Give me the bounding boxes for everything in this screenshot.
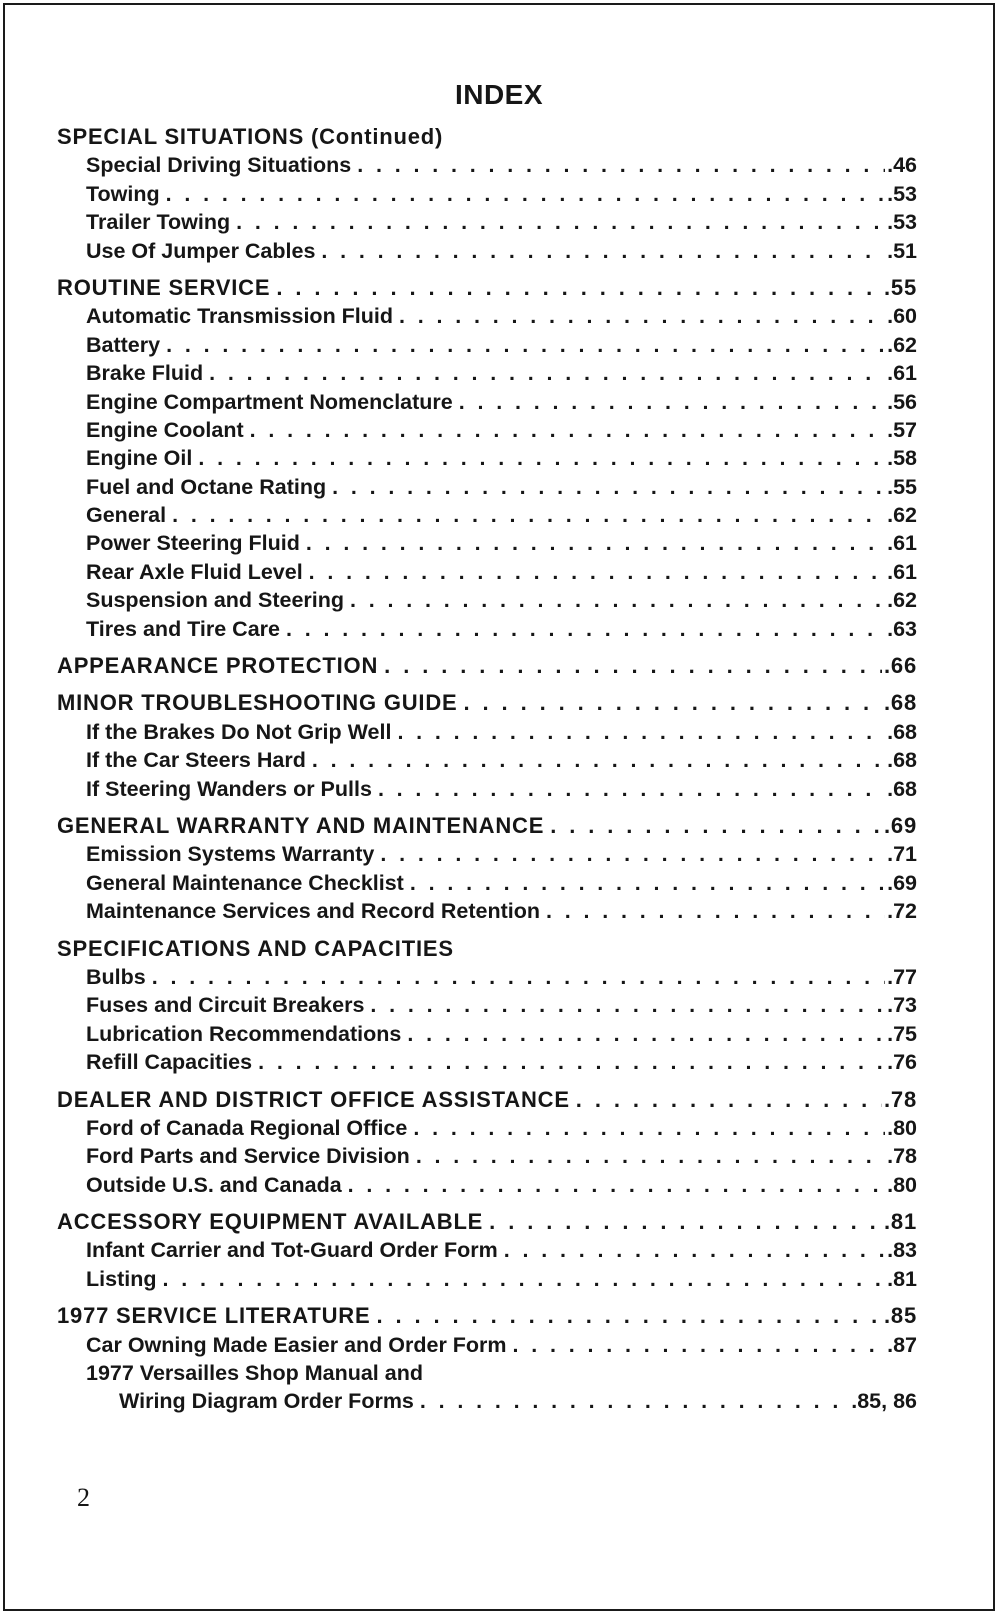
entry-page-number: .53 (887, 210, 917, 235)
entry-label: Infant Carrier and Tot-Guard Order Form (86, 1238, 498, 1263)
index-entry (57, 1331, 917, 1359)
dot-leader (350, 586, 885, 614)
index-page (3, 3, 995, 1611)
entry-label: 1977 SERVICE LITERATURE (57, 1303, 371, 1329)
entry-label: 1977 Versailles Shop Manual and (86, 1361, 423, 1386)
index-entry (57, 359, 917, 387)
dot-leader (413, 1114, 885, 1142)
entry-label: Engine Compartment Nomenclature (86, 389, 453, 414)
index-section (57, 652, 917, 680)
entry-label: Engine Coolant (86, 417, 244, 442)
index-entry (57, 869, 917, 897)
section-heading (57, 652, 917, 680)
dot-leader (550, 812, 882, 840)
entry-label: Ford Parts and Service Division (86, 1144, 410, 1169)
entry-page-number: .53 (887, 181, 917, 206)
entry-label: Use Of Jumper Cables (86, 238, 316, 263)
entry-label: ROUTINE SERVICE (57, 274, 271, 300)
entry-page-number: .61 (887, 361, 917, 386)
entry-page-number: .55 (884, 274, 917, 300)
entry-label: DEALER AND DISTRICT OFFICE ASSISTANCE (57, 1086, 570, 1112)
entry-page-number: .68 (887, 719, 917, 744)
entry-page-number: .83 (887, 1238, 917, 1263)
index-entry (57, 302, 917, 330)
dot-leader (152, 963, 885, 991)
entry-label: Special Driving Situations (86, 153, 352, 178)
entry-label: Fuel and Octane Rating (86, 474, 327, 499)
entry-label: MINOR TROUBLESHOOTING GUIDE (57, 690, 458, 716)
entry-page-number: .66 (884, 653, 917, 679)
section-heading (57, 689, 917, 717)
entry-page-number: .71 (887, 842, 917, 867)
index-entry (57, 963, 917, 991)
page-title: INDEX (454, 79, 544, 110)
dot-leader (489, 1208, 882, 1236)
entry-page-number: .73 (887, 993, 917, 1018)
index-entry (57, 775, 917, 803)
dot-leader (348, 1171, 885, 1199)
entry-label: If Steering Wanders or Pulls (86, 776, 372, 801)
dot-leader (250, 416, 885, 444)
entry-page-number: .87 (887, 1332, 917, 1357)
dot-leader (576, 1086, 882, 1114)
entry-page-number: .62 (887, 503, 917, 528)
entry-label: If the Car Steers Hard (86, 748, 306, 773)
dot-leader (513, 1331, 886, 1359)
index-entry (57, 416, 917, 444)
dot-leader (420, 1387, 849, 1415)
entry-page-number: .46 (887, 153, 917, 178)
entry-page-number: .61 (887, 559, 917, 584)
dot-leader (172, 501, 885, 529)
index-entry (57, 180, 917, 208)
index-section (57, 689, 917, 803)
entry-page-number: .69 (887, 870, 917, 895)
entry-label: Fuses and Circuit Breakers (86, 993, 365, 1018)
index-entry (57, 897, 917, 925)
dot-leader (236, 208, 885, 236)
entry-label: Emission Systems Warranty (86, 842, 375, 867)
index-entry (57, 615, 917, 643)
entry-label: If the Brakes Do Not Grip Well (86, 719, 392, 744)
entry-label: Automatic Transmission Fluid (86, 304, 394, 329)
entry-page-number: .63 (887, 616, 917, 641)
entry-page-number: .60 (887, 304, 917, 329)
dot-leader (459, 388, 885, 416)
entry-label: Lubrication Recommendations (86, 1021, 402, 1046)
index-section (57, 1302, 917, 1416)
index-entry (57, 1142, 917, 1170)
entry-page-number: .55 (887, 474, 917, 499)
index-list (57, 123, 917, 1425)
index-section (57, 1086, 917, 1200)
dot-leader (162, 1265, 885, 1293)
index-entry (57, 388, 917, 416)
entry-label: General (86, 503, 167, 528)
dot-leader (407, 1020, 885, 1048)
entry-label: Battery (86, 332, 161, 357)
index-section (57, 935, 917, 1077)
index-entry (57, 1236, 917, 1264)
index-entry (57, 718, 917, 746)
dot-leader (384, 652, 882, 680)
index-entry (57, 1048, 917, 1076)
dot-leader (258, 1048, 885, 1076)
dot-leader (504, 1236, 885, 1264)
entry-page-number: .61 (887, 531, 917, 556)
entry-label: Bulbs (86, 964, 146, 989)
dot-leader (198, 444, 885, 472)
entry-page-number: .77 (887, 964, 917, 989)
entry-page-number: .81 (887, 1266, 917, 1291)
index-section (57, 812, 917, 926)
section-heading (57, 1302, 917, 1330)
dot-leader (416, 1142, 885, 1170)
index-entry (57, 208, 917, 236)
dot-leader (276, 274, 882, 302)
entry-label: Maintenance Services and Record Retention (86, 899, 541, 924)
dot-leader (380, 840, 885, 868)
index-entry (57, 1387, 917, 1415)
entry-page-number: .68 (887, 776, 917, 801)
dot-leader (410, 869, 885, 897)
dot-leader (332, 473, 885, 501)
index-entry (57, 1265, 917, 1293)
index-section (57, 123, 917, 265)
entry-label: GENERAL WARRANTY AND MAINTENANCE (57, 812, 545, 838)
index-entry (57, 586, 917, 614)
dot-leader (464, 689, 883, 717)
section-heading (57, 1208, 917, 1236)
entry-page-number: .58 (887, 446, 917, 471)
entry-label: ACCESSORY EQUIPMENT AVAILABLE (57, 1209, 484, 1235)
dot-leader (378, 775, 885, 803)
dot-leader (166, 331, 885, 359)
entry-page-number: .51 (887, 238, 917, 263)
section-heading (57, 935, 917, 963)
entry-label: Brake Fluid (86, 361, 204, 386)
index-entry (57, 151, 917, 179)
index-entry (57, 501, 917, 529)
entry-label: Rear Axle Fluid Level (86, 559, 303, 584)
entry-page-number: .78 (887, 1144, 917, 1169)
entry-label: Suspension and Steering (86, 588, 345, 613)
index-section (57, 274, 917, 643)
dot-leader (399, 302, 885, 330)
entry-label: SPECIFICATIONS AND CAPACITIES (57, 935, 454, 961)
index-entry (57, 473, 917, 501)
index-entry (57, 331, 917, 359)
section-heading (57, 1086, 917, 1114)
section-heading (57, 123, 917, 151)
entry-page-number: .68 (884, 690, 917, 716)
dot-leader (397, 718, 885, 746)
dot-leader (321, 237, 885, 265)
entry-label: Wiring Diagram Order Forms (119, 1389, 414, 1414)
index-entry (57, 529, 917, 557)
dot-leader (209, 359, 885, 387)
dot-leader (357, 151, 885, 179)
entry-page-number: .62 (887, 588, 917, 613)
entry-page-number: .78 (884, 1086, 917, 1112)
index-entry (57, 991, 917, 1019)
entry-label: Towing (86, 181, 160, 206)
entry-page-number: .56 (887, 389, 917, 414)
entry-page-number: .81 (884, 1209, 917, 1235)
entry-label: Engine Oil (86, 446, 193, 471)
index-entry (57, 1114, 917, 1142)
entry-page-number: .85, 86 (851, 1389, 917, 1414)
entry-label: Power Steering Fluid (86, 531, 300, 556)
dot-leader (309, 558, 885, 586)
index-entry (57, 558, 917, 586)
index-entry (57, 1171, 917, 1199)
entry-page-number: .69 (884, 812, 917, 838)
entry-page-number: .57 (887, 417, 917, 442)
entry-label: Listing (86, 1266, 157, 1291)
index-entry (57, 1020, 917, 1048)
index-entry (57, 746, 917, 774)
index-entry (57, 444, 917, 472)
entry-page-number: .75 (887, 1021, 917, 1046)
index-section (57, 1208, 917, 1293)
dot-leader (312, 746, 885, 774)
index-entry (57, 1359, 917, 1387)
section-heading (57, 274, 917, 302)
dot-leader (546, 897, 885, 925)
index-entry (57, 237, 917, 265)
dot-leader (306, 529, 885, 557)
section-heading (57, 812, 917, 840)
entry-page-number: .62 (887, 332, 917, 357)
entry-page-number: .85 (884, 1303, 917, 1329)
dot-leader (376, 1302, 882, 1330)
entry-label: Refill Capacities (86, 1050, 253, 1075)
entry-page-number: .72 (887, 899, 917, 924)
dot-leader (286, 615, 885, 643)
index-entry (57, 840, 917, 868)
entry-page-number: .80 (887, 1172, 917, 1197)
entry-label: Ford of Canada Regional Office (86, 1115, 408, 1140)
entry-label: SPECIAL SITUATIONS (Continued) (57, 124, 444, 149)
dot-leader (166, 180, 885, 208)
dot-leader (370, 991, 885, 1019)
page-number: 2 (77, 1483, 90, 1512)
entry-page-number: .80 (887, 1115, 917, 1140)
entry-label: General Maintenance Checklist (86, 870, 404, 895)
entry-label: Outside U.S. and Canada (86, 1172, 342, 1197)
entry-label: Car Owning Made Easier and Order Form (86, 1332, 507, 1357)
entry-label: APPEARANCE PROTECTION (57, 653, 379, 679)
entry-page-number: .76 (887, 1050, 917, 1075)
entry-label: Trailer Towing (86, 210, 231, 235)
entry-label: Tires and Tire Care (86, 616, 280, 641)
entry-page-number: .68 (887, 748, 917, 773)
